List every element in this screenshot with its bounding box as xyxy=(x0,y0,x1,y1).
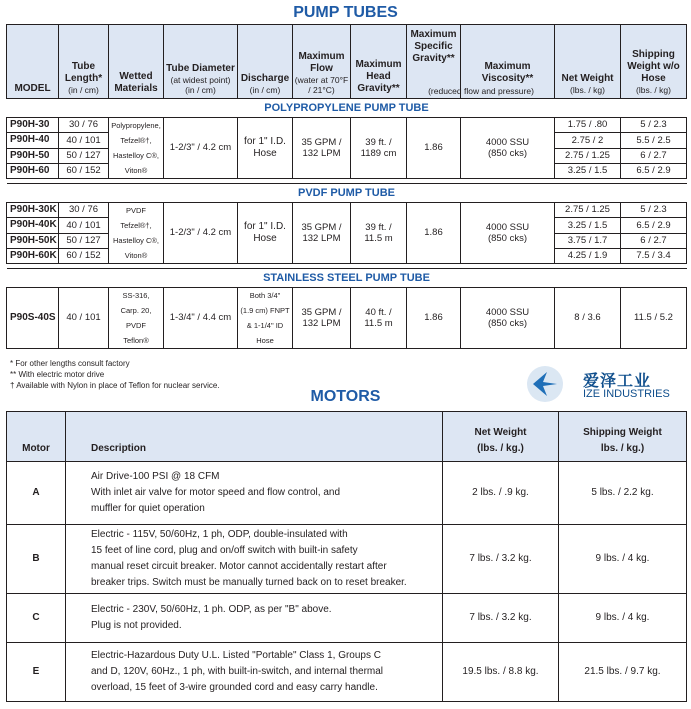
text-line: 4000 SSU xyxy=(485,221,530,233)
motor-shipping-weight: 9 lbs. / 4 kg. xyxy=(559,525,687,594)
head-cell xyxy=(351,203,407,264)
model-cell: P90H-60 xyxy=(7,163,59,178)
text-line: muffler for quiet operation xyxy=(91,503,205,514)
header-max-specific-gravity: Maximum Specific Gravity** xyxy=(407,25,461,99)
motor-net-weight: 19.5 lbs. / 8.8 kg. xyxy=(443,643,559,702)
viscosity-cell xyxy=(461,203,555,264)
shipping-weight-cell: 5 / 2.3 xyxy=(621,203,687,218)
text-line: 35 GPM / xyxy=(301,221,342,233)
sg-cell: 1.86 xyxy=(407,118,461,179)
text-line: 15 feet of line cord, plug and on/off switch with built-in safety xyxy=(91,545,358,556)
section-title: PVDF PUMP TUBE xyxy=(7,184,687,203)
text-line: PVDF xyxy=(125,206,146,215)
wetted-cell xyxy=(109,118,164,179)
sg-cell: 1.86 xyxy=(407,203,461,264)
sg-cell: 1.86 xyxy=(407,288,461,349)
text-line: With inlet air valve for motor speed and flow control, and xyxy=(91,487,341,498)
logo-mark-icon xyxy=(527,366,563,402)
text-line: (850 cks) xyxy=(487,233,528,244)
text-line: SS-316, xyxy=(122,291,150,300)
diameter-cell: 1-2/3" / 4.2 cm xyxy=(164,118,238,179)
table-row xyxy=(7,203,687,218)
text-line: 132 LPM xyxy=(302,233,341,244)
table-row xyxy=(7,525,687,594)
footnote: * For other lengths consult factory xyxy=(10,359,130,368)
text-line: for 1" I.D. xyxy=(244,221,286,232)
footnotes xyxy=(10,358,220,391)
motor-net-weight: 7 lbs. / 3.2 kg. xyxy=(443,594,559,643)
discharge-cell xyxy=(238,288,293,349)
section-title-row xyxy=(7,99,687,118)
diameter-cell: 1-3/4" / 4.4 cm xyxy=(164,288,238,349)
text-line: for 1" I.D. xyxy=(244,136,286,147)
text-line: PVDF xyxy=(125,321,146,330)
model-cell: P90H-40 xyxy=(7,133,59,148)
text-line: Hose xyxy=(256,336,274,345)
shipping-weight-cell: 6.5 / 2.9 xyxy=(621,163,687,178)
text-line: Hose xyxy=(253,233,277,244)
text-line: manual reset circuit breaker. Motor cannot accidentally restart after xyxy=(91,561,387,572)
header-max-flow: Maximum Flow (water at 70°F / 21°C) xyxy=(293,25,351,99)
header-discharge: Discharge (in / cm) xyxy=(238,25,293,99)
flow-cell xyxy=(293,203,351,264)
model-cell: P90H-60K xyxy=(7,248,59,263)
text-line: Viton® xyxy=(124,251,148,260)
motor-letter: A xyxy=(7,462,66,525)
pump-tubes-table xyxy=(6,24,687,349)
text-line: & 1-1/4" ID xyxy=(246,321,284,330)
ize-logo xyxy=(525,362,685,406)
net-weight-cell: 2.75 / 1.25 xyxy=(555,148,621,163)
text-line: 39 ft. / xyxy=(365,136,392,148)
section-title: POLYPROPYLENE PUMP TUBE xyxy=(7,99,687,118)
length-cell: 40 / 101 xyxy=(59,288,109,349)
length-cell: 50 / 127 xyxy=(59,233,109,248)
model-cell: P90H-30K xyxy=(7,203,59,218)
text-line: 11.5 m xyxy=(364,318,393,329)
wetted-cell xyxy=(109,288,164,349)
table-row xyxy=(7,594,687,643)
text-line: 35 GPM / xyxy=(301,306,342,318)
text-line: Electric - 230V, 50/60Hz, 1 ph. ODP, as per "B" above. xyxy=(91,604,332,615)
net-weight-cell: 4.25 / 1.9 xyxy=(555,248,621,263)
length-cell: 30 / 76 xyxy=(59,118,109,133)
motor-description xyxy=(66,643,443,702)
text-line: Hastelloy C®, xyxy=(113,151,159,160)
text-line: 1189 cm xyxy=(360,148,397,159)
header-motor-net-weight: Net Weight (lbs. / kg.) xyxy=(443,412,559,462)
table-row xyxy=(7,118,687,133)
shipping-weight-cell: 7.5 / 3.4 xyxy=(621,248,687,263)
length-cell: 40 / 101 xyxy=(59,133,109,148)
shipping-weight-cell: 6.5 / 2.9 xyxy=(621,218,687,233)
text-line: (850 cks) xyxy=(487,318,528,329)
model-cell: P90H-40K xyxy=(7,218,59,233)
length-cell: 60 / 152 xyxy=(59,163,109,178)
header-shipping-weight: Shipping Weight w/o Hose (lbs. / kg) xyxy=(621,25,687,99)
text-line: Hose xyxy=(253,148,277,159)
text-line: 132 LPM xyxy=(302,148,341,159)
text-line: Both 3/4" xyxy=(249,291,281,300)
discharge-cell xyxy=(238,118,293,179)
section-title: STAINLESS STEEL PUMP TUBE xyxy=(7,269,687,288)
motor-shipping-weight: 5 lbs. / 2.2 kg. xyxy=(559,462,687,525)
text-line: 4000 SSU xyxy=(485,136,530,148)
shipping-weight-cell: 11.5 / 5.2 xyxy=(621,288,687,349)
text-line: breaker trips. Switch must be manually turned back on to reset breaker. xyxy=(91,577,407,588)
table-row xyxy=(7,288,687,349)
logo-chinese-text: 爱泽工业 xyxy=(583,373,652,390)
section-title-row xyxy=(7,269,687,288)
table-row xyxy=(7,462,687,525)
text-line: 39 ft. / xyxy=(365,221,392,233)
net-weight-cell: 2.75 / 1.25 xyxy=(555,203,621,218)
model-cell: P90H-30 xyxy=(7,118,59,133)
logo-english-text: IZE INDUSTRIES xyxy=(583,388,670,400)
motor-shipping-weight: 9 lbs. / 4 kg. xyxy=(559,594,687,643)
model-cell: P90S-40S xyxy=(7,288,59,349)
length-cell: 50 / 127 xyxy=(59,148,109,163)
viscosity-cell xyxy=(461,118,555,179)
text-line: Electric - 115V, 50/60Hz, 1 ph, ODP, double-insulated with xyxy=(91,529,348,540)
text-line: overload, 15 feet of 3-wire grounded cord and easy carry handle. xyxy=(91,682,378,693)
motors-table xyxy=(6,411,687,702)
section-title-row xyxy=(7,184,687,203)
shipping-weight-cell: 5 / 2.3 xyxy=(621,118,687,133)
text-line: Polypropylene, xyxy=(111,121,161,130)
header-wetted-materials: Wetted Materials xyxy=(109,25,164,99)
head-cell xyxy=(351,288,407,349)
motor-shipping-weight: 21.5 lbs. / 9.7 kg. xyxy=(559,643,687,702)
text-line: (1.9 cm) FNPT xyxy=(240,306,290,315)
header-tube-length: Tube Length* (in / cm) xyxy=(59,25,109,99)
header-model: MODEL xyxy=(7,25,59,99)
motor-letter: B xyxy=(7,525,66,594)
header-max-head: Maximum Head Gravity** xyxy=(351,25,407,99)
motor-description xyxy=(66,462,443,525)
flow-cell xyxy=(293,288,351,349)
shipping-weight-cell: 5.5 / 2.5 xyxy=(621,133,687,148)
wetted-cell xyxy=(109,203,164,264)
motors-title: MOTORS xyxy=(310,388,381,405)
pump-tubes-title: PUMP TUBES xyxy=(293,4,398,21)
motor-description xyxy=(66,525,443,594)
motor-letter: C xyxy=(7,594,66,643)
text-line: Teflon® xyxy=(123,336,149,345)
head-cell xyxy=(351,118,407,179)
length-cell: 40 / 101 xyxy=(59,218,109,233)
text-line: Plug is not provided. xyxy=(91,620,182,631)
diameter-cell: 1-2/3" / 4.2 cm xyxy=(164,203,238,264)
motor-description xyxy=(66,594,443,643)
model-cell: P90H-50K xyxy=(7,233,59,248)
text-line: (850 cks) xyxy=(487,148,528,159)
text-line: Air Drive-100 PSI @ 18 CFM xyxy=(91,471,220,482)
text-line: 132 LPM xyxy=(302,318,341,329)
header-tube-diameter: Tube Diameter (at widest point) (in / cm) xyxy=(164,25,238,99)
length-cell: 30 / 76 xyxy=(59,203,109,218)
text-line: Tefzel®†, xyxy=(120,136,152,145)
text-line: Electric-Hazardous Duty U.L. Listed "Portable" Class 1, Groups C xyxy=(91,650,381,661)
header-motor-shipping-weight: Shipping Weight lbs. / kg.) xyxy=(559,412,687,462)
net-weight-cell: 8 / 3.6 xyxy=(555,288,621,349)
table-row xyxy=(7,643,687,702)
flow-cell xyxy=(293,118,351,179)
footnote: † Available with Nylon in place of Teflon for nuclear service. xyxy=(10,381,220,390)
text-line: Tefzel®†, xyxy=(120,221,152,230)
footnote: ** With electric motor drive xyxy=(10,370,105,379)
text-line: and D, 120V, 60Hz., 1 ph, with built-in-switch, and internal thermal xyxy=(91,666,384,677)
header-max-viscosity: Maximum Viscosity** (reduced flow and pressure) xyxy=(461,25,555,99)
discharge-cell xyxy=(238,203,293,264)
viscosity-cell xyxy=(461,288,555,349)
header-motor: Motor xyxy=(7,412,66,462)
text-line: 35 GPM / xyxy=(301,136,342,148)
text-line: Viton® xyxy=(124,166,148,175)
text-line: 40 ft. / xyxy=(365,306,392,318)
net-weight-cell: 3.75 / 1.7 xyxy=(555,233,621,248)
model-cell: P90H-50 xyxy=(7,148,59,163)
length-cell: 60 / 152 xyxy=(59,248,109,263)
net-weight-cell: 1.75 / .80 xyxy=(555,118,621,133)
text-line: 4000 SSU xyxy=(485,306,530,318)
shipping-weight-cell: 6 / 2.7 xyxy=(621,148,687,163)
net-weight-cell: 3.25 / 1.5 xyxy=(555,218,621,233)
text-line: Hastelloy C®, xyxy=(113,236,159,245)
text-line: 11.5 m xyxy=(364,233,393,244)
text-line: Carp. 20, xyxy=(120,306,152,315)
net-weight-cell: 3.25 / 1.5 xyxy=(555,163,621,178)
motor-net-weight: 2 lbs. / .9 kg. xyxy=(443,462,559,525)
motor-net-weight: 7 lbs. / 3.2 kg. xyxy=(443,525,559,594)
header-net-weight: Net Weight (lbs. / kg) xyxy=(555,25,621,99)
shipping-weight-cell: 6 / 2.7 xyxy=(621,233,687,248)
header-description: Description xyxy=(66,412,443,462)
net-weight-cell: 2.75 / 2 xyxy=(555,133,621,148)
motor-letter: E xyxy=(7,643,66,702)
